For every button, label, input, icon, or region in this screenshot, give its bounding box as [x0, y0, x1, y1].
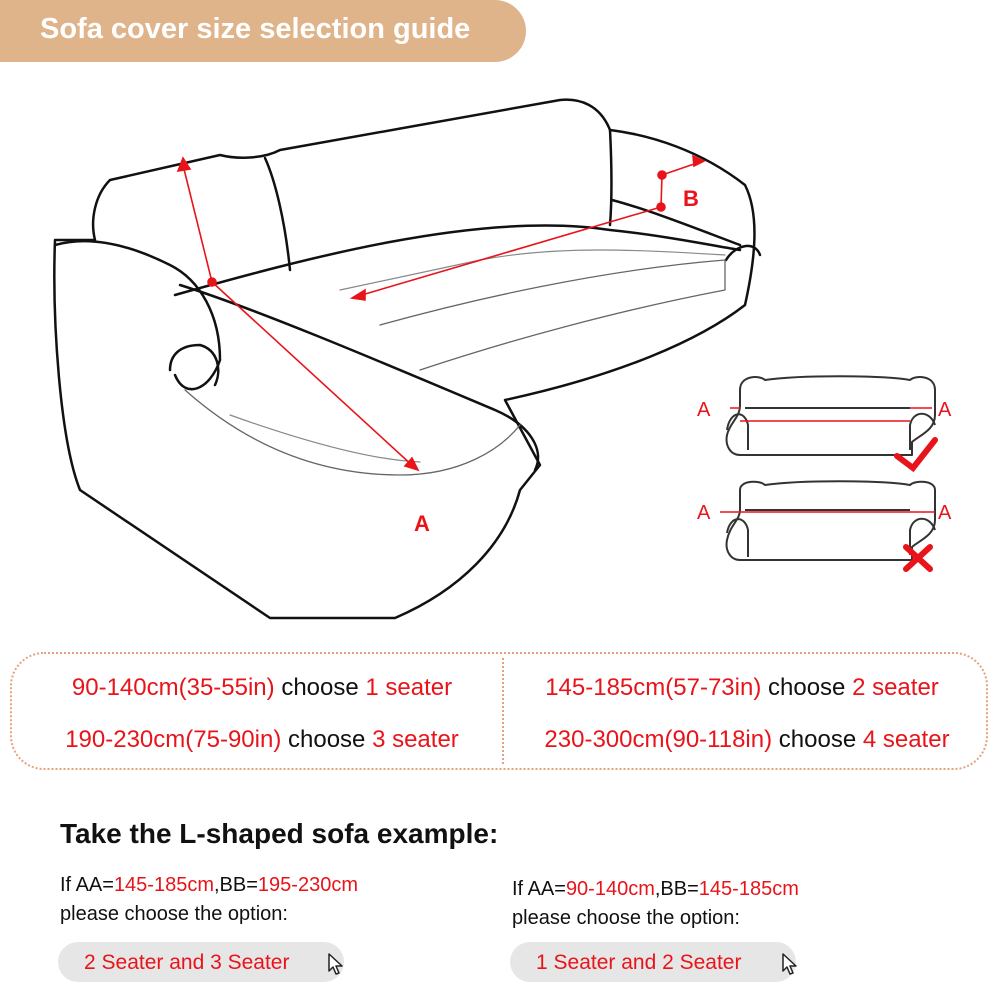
size-seater: 4 seater: [862, 726, 950, 753]
size-choose: choose: [281, 674, 359, 701]
option-button-right[interactable]: [510, 942, 796, 982]
diagram-label-a: A: [414, 511, 430, 536]
size-row-2: [512, 674, 972, 702]
size-range: 145-185cm(57-73in): [545, 674, 762, 701]
aa-prefix: If AA=: [60, 874, 114, 896]
example-right-instruction: please choose the option:: [512, 907, 740, 929]
size-row-1: [32, 674, 492, 702]
example-right-condition: [512, 878, 799, 901]
size-table: [10, 652, 988, 770]
size-seater: 2 seater: [852, 674, 939, 701]
size-seater: 1 seater: [365, 674, 453, 701]
size-choose: choose: [778, 726, 857, 753]
bb-prefix: ,BB=: [654, 878, 699, 900]
diagram-label-b: B: [683, 186, 699, 211]
example-title: Take the L-shaped sofa example:: [60, 818, 499, 849]
cursor-icon: [780, 952, 802, 976]
option-button-left[interactable]: [58, 942, 344, 982]
size-choose: choose: [288, 726, 366, 753]
example-left-condition: [60, 874, 358, 897]
sofa-illustration: [0, 70, 1000, 650]
bb-value: 145-185cm: [698, 878, 799, 900]
option-label: 2 Seater and 3 Seater: [84, 951, 290, 974]
size-row-4: [512, 726, 982, 754]
size-choose: choose: [768, 674, 846, 701]
cursor-icon: [326, 952, 348, 976]
example-left-instruction: please choose the option:: [60, 903, 288, 925]
size-range: 90-140cm(35-55in): [71, 674, 275, 701]
size-range: 190-230cm(75-90in): [65, 726, 282, 753]
small-label-a: A: [697, 502, 711, 524]
size-row-3: [32, 726, 492, 754]
small-sofa-correct: [697, 376, 952, 468]
aa-value: 145-185cm: [113, 874, 214, 896]
bb-value: 195-230cm: [257, 874, 358, 896]
small-label-a: A: [938, 399, 952, 421]
bb-prefix: ,BB=: [214, 874, 258, 896]
aa-value: 90-140cm: [565, 878, 655, 900]
size-seater: 3 seater: [372, 726, 459, 753]
small-label-a: A: [938, 502, 952, 524]
guide-header: [0, 0, 526, 62]
small-label-a: A: [697, 399, 711, 421]
page-title: Sofa cover size selection guide: [40, 13, 471, 45]
small-sofa-wrong: [697, 481, 952, 569]
table-divider: [502, 658, 504, 764]
option-label: 1 Seater and 2 Seater: [536, 951, 742, 974]
size-range: 230-300cm(90-118in): [544, 726, 773, 753]
aa-prefix: If AA=: [512, 878, 566, 900]
